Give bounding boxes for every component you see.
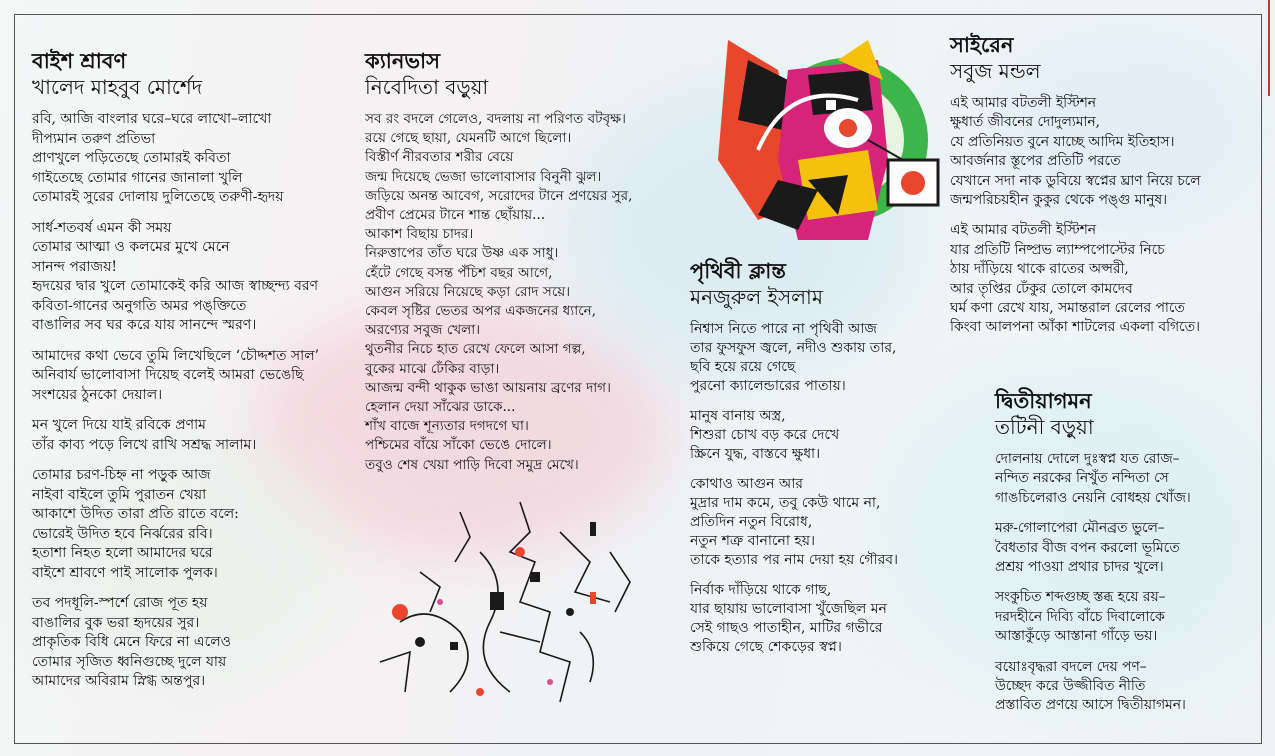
- poem-stanza: [995, 658, 1255, 716]
- poem-line: রয়ে গেছে ছায়া, যেমনটি আগে ছিলো।: [365, 130, 572, 147]
- poem-line: আর তৃপ্তির ঢেঁকুর তোলে কামদেব: [950, 280, 1133, 297]
- poem-stanza: [32, 416, 362, 455]
- poem-line: জড়িয়ে অনন্ত আবেগ, সরোদের টানে প্রণয়ের সুর,: [365, 187, 633, 204]
- poem-line: নির্বাক দাঁড়িয়ে থাকে গাছ,: [690, 582, 832, 598]
- edge-rule: [1268, 0, 1270, 96]
- poem-title: ক্যানভাস: [365, 49, 441, 73]
- poem-line: তবুও শেষ খেয়া পাড়ি দিবো সমুদ্র মেখে।: [365, 456, 579, 473]
- poem-line: পশ্চিমের বাঁয়ে সাঁকো ভেঙে দোলে।: [365, 437, 552, 454]
- poem-body: [32, 110, 362, 692]
- poem-stanza: [950, 94, 1260, 210]
- poem-line: বৈধতার বীজ বপন করলো ভূমিতে: [995, 539, 1180, 556]
- poem-line: আমাদের কথা ভেবে তুমি লিখেছিলে ‘চৌদ্দশত সাল’: [32, 347, 320, 364]
- poem-line: কবিতা-গানের অনুগতি অমর পঙ্‌ক্তিতে: [32, 297, 247, 314]
- poem-line: নাইবা বাইলে তুমি পুরাতন খেয়া: [32, 486, 207, 503]
- poem-stanza: [690, 320, 960, 396]
- poem-line: বাইশে শ্রাবণে পাই সালোক পুলক।: [32, 564, 218, 581]
- poem-line: ঠায় দাঁড়িয়ে থাকে রাতের অপ্সরী,: [950, 261, 1129, 278]
- poem-line: বাঙালির বুক ভরা হৃদয়ের সুর।: [32, 614, 200, 631]
- poem-line: সেই গাছও পাতাহীন, মাটির গভীরে: [690, 620, 883, 636]
- poem-line: প্রবীণ প্রেমের টানে শান্ত ছোঁয়ায়...: [365, 207, 546, 224]
- poem-line: ঘর্ম কণা রেখে যায়, সমান্তরাল রেলের পাতে: [950, 300, 1185, 317]
- poem-line: নিশ্বাস নিতে পারে না পৃথিবী আজ: [690, 321, 877, 337]
- poem-line: বয়োঃবৃদ্ধরা বদলে দেয় পণ–: [995, 658, 1147, 675]
- poem-line: রবি, আজি বাংলার ঘরে–ঘরে লাখো–লাখো: [32, 111, 272, 127]
- poem-title: বাইশ শ্রাবণ: [32, 49, 127, 73]
- poem-line: দীপ্যমান তরুণ প্রতিভা: [32, 130, 156, 147]
- poem-author: খালেদ মাহবুব মোর্শেদ: [32, 75, 203, 99]
- poem-line: আস্তাকুঁড়ে আস্তানা গাঁড়ে ভয়।: [995, 628, 1158, 645]
- poem-line: বুকের মাঝে ঢেঁকির বাড়া।: [365, 360, 500, 377]
- poem-title: পৃথিবী ক্লান্ত: [690, 259, 786, 283]
- poem-stanza: [365, 110, 685, 475]
- poem-line: বাঙালির সব ঘর করে যায় সানন্দে স্মরণ।: [32, 317, 257, 333]
- poem-line: কিংবা আলপনা আঁকা শাটলের একলা বগিতে।: [950, 319, 1200, 336]
- poem-line: দোলনায় দোলে দুঃস্বপ্ন যত রোজ–: [995, 451, 1180, 467]
- poem-prithibi-klanto: [690, 258, 960, 668]
- poem-line: এই আমার বটতলী ইস্টিশন: [950, 95, 1096, 111]
- poem-line: প্রশ্রয় পাওয়া প্রথার চাদর খুলে।: [995, 559, 1164, 576]
- poem-line: উচ্ছেদ করে উজ্জীবিত নীতি: [995, 678, 1146, 695]
- poem-line: যে প্রতিনিয়ত বুনে যাচ্ছে আদিম ইতিহাস।: [950, 133, 1175, 150]
- poem-line: স্ক্রিনে যুদ্ধ, বাস্তবে ক্ষুধা।: [690, 446, 821, 462]
- poem-line: গাইতেছে তোমার গানের জানালা খুলি: [32, 169, 243, 186]
- poem-line: মুদ্রার দাম কমে, তবু কেউ থামে না,: [690, 495, 881, 511]
- poem-line: আবর্জনার স্তূপের প্রতিটি পরতে: [950, 153, 1121, 170]
- poem-line: তোমার সৃজিত ধ্বনিগুচ্ছে দুলে যায়: [32, 653, 227, 670]
- poem-line: প্রাণখুলে পড়িতেছে তোমারই কবিতা: [32, 150, 231, 166]
- poem-stanza: [32, 466, 362, 583]
- poem-line: প্রাকৃতিক বিধি মেনে ফিরে না এলেও: [32, 634, 231, 650]
- poem-line: তার ফুসফুস জ্বলে, নদীও শুকায় তার,: [690, 340, 897, 356]
- poem-line: মন খুলে দিয়ে যাই রবিকে প্রণাম: [32, 417, 206, 433]
- poem-line: মানুষ বানায় অস্ত্র,: [690, 408, 786, 424]
- poem-line: সংশয়ের ঠুনকো দেয়াল।: [32, 386, 163, 403]
- poem-line: কেবল সৃষ্টির ভেতর অপর একজনের ধ্যানে,: [365, 303, 597, 320]
- poem-body: [995, 450, 1255, 716]
- poem-stanza: [32, 347, 362, 406]
- poem-line: আকাশে উদিত তারা প্রতি রাতে বলে:: [32, 506, 239, 522]
- poem-line: ছবি হয়ে রয়ে গেছে: [690, 359, 796, 375]
- poem-line: তোমারই সুরের দোলায় দুলিতেছে তরুণী-হৃদয়: [32, 189, 284, 205]
- poem-line: হেঁটে গেছে বসন্ত পঁচিশ বছর আগে,: [365, 264, 553, 281]
- poem-author: তটিনী বড়ুয়া: [995, 415, 1094, 439]
- poem-line: তাকে হত্যার পর নাম দেয়া হয় গৌরব।: [690, 552, 899, 568]
- poem-line: পুরনো ক্যালেন্ডারের পাতায়।: [690, 378, 846, 394]
- poem-author: নিবেদিতা বড়ুয়া: [365, 75, 489, 99]
- poem-line: সানন্দ পরাজয়!: [32, 258, 118, 275]
- poem-line: শিশুরা চোখ বড় করে দেখে: [690, 427, 840, 443]
- poem-line: দরদহীনে দিব্যি বাঁচে দিবালোকে: [995, 608, 1165, 625]
- poem-stanza: [995, 588, 1255, 646]
- poem-line: নিরুত্তাপের তাঁত ঘরে উষ্ণ এক সাধু।: [365, 245, 559, 262]
- poem-stanza: [995, 519, 1255, 577]
- poem-line: তাঁর কাব্য পড়ে লিখে রাখি সশ্রদ্ধ সালাম।: [32, 436, 257, 453]
- poem-line: সার্ধ-শতবর্ষ এমন কী সময়: [32, 219, 172, 236]
- poem-stanza: [690, 407, 960, 464]
- ink-sketch-illustration: [360, 492, 650, 714]
- poem-stanza: [32, 594, 362, 692]
- poem-line: শাঁখ বাজে শূন্যতার দগদগে ঘা।: [365, 418, 529, 435]
- poem-line: প্রস্তাবিত প্রণয়ে আসে দ্বিতীয়াগমন।: [995, 697, 1186, 714]
- poem-line: প্রতিদিন নতুন বিরোধ,: [690, 514, 813, 530]
- poem-stanza: [32, 110, 362, 208]
- poem-line: কোথাও আগুন আর: [690, 476, 803, 492]
- poem-line: সংকুচিত শব্দগুচ্ছ স্তব্ধ হয়ে রয়–: [995, 589, 1166, 606]
- poem-line: বিস্তীর্ণ নীরবতার শরীর বেয়ে: [365, 149, 514, 166]
- poem-canvas: [365, 48, 685, 486]
- poem-author: মনজুরুল ইসলাম: [690, 285, 823, 309]
- poem-title: দ্বিতীয়াগমন: [995, 389, 1092, 413]
- poem-line: ক্ষুধার্ত জীবনের দোদুল্যমান,: [950, 114, 1101, 131]
- poem-body: [690, 320, 960, 657]
- poem-stanza: [950, 221, 1260, 337]
- poem-line: সব রং বদলে গেলেও, বদলায় না পরিণত বটবৃক্ষ।: [365, 111, 627, 127]
- poem-line: এই আমার বটতলী ইস্টিশন: [950, 222, 1096, 239]
- poem-line: তোমার চরণ-চিহ্ন না পড়ুক আজ: [32, 467, 211, 483]
- poem-siren: [950, 32, 1260, 349]
- poem-line: নতুন শত্রু বানানো হয়।: [690, 533, 815, 549]
- poem-line: আকাশ বিছায় চাদর।: [365, 226, 474, 243]
- poem-line: হেলান দেয়া সাঁঝের ডাকে...: [365, 399, 516, 416]
- abstract-face-illustration: [718, 40, 948, 255]
- poem-title: সাইরেন: [950, 33, 1014, 57]
- poem-line: গাঙচিলেরাও নেয়নি বোধহয় খোঁজ।: [995, 489, 1191, 506]
- poem-line: হতাশা নিহত হলো আমাদের ঘরে: [32, 545, 213, 561]
- poem-line: অনিবার্য ভালোবাসা দিয়েছ বলেই আমরা ভেঙেছি: [32, 367, 304, 383]
- poem-line: হৃদয়ের দ্বার খুলে তোমাকেই করি আজ স্বাচ্ছন্দ্য বরণ: [32, 278, 319, 294]
- poem-line: আজন্ম বন্দী থাকুক ভাঙা আয়নায় ব্রণের দাগ।: [365, 379, 611, 396]
- poem-line: যার ছায়ায় ভালোবাসা খুঁজেছিল মন: [690, 601, 887, 617]
- poem-dwitiyagamon: [995, 388, 1255, 727]
- poem-line: তব পদধূলি-স্পর্শে রোজ পূত হয়: [32, 595, 208, 611]
- poem-line: জন্মপরিচয়হীন কুকুর থেকে পঙ্গু মানুষ।: [950, 192, 1168, 209]
- poem-line: ভোরেই উদিত হবে নির্ঝরের রবি।: [32, 525, 213, 542]
- poem-body: [950, 94, 1260, 338]
- poem-line: যেখানে সদা নাক ডুবিয়ে স্বপ্নের ঘ্রাণ নিয়ে চলে: [950, 172, 1201, 189]
- poem-author: সবুজ মন্ডল: [950, 59, 1041, 83]
- poem-line: মরু-গোলাপেরা মৌনব্রত ভুলে–: [995, 520, 1165, 537]
- poem-line: আমাদের অবিরাম স্নিগ্ধ অন্তপুর।: [32, 673, 206, 689]
- poem-stanza: [690, 581, 960, 657]
- poem-stanza: [32, 219, 362, 336]
- poem-line: যার প্রতিটি নিষ্প্রভ ল্যাম্পপোস্টের নিচে: [950, 241, 1165, 258]
- poem-line: নন্দিত নরকের নিখুঁত নন্দিতা সে: [995, 470, 1169, 487]
- poem-line: তোমার আত্মা ও কলমের মুখে মেনে: [32, 239, 230, 255]
- poem-body: [365, 110, 685, 475]
- poem-line: জন্ম দিয়েছে ভেজা ভালোবাসার বিনুনী ঝুল।: [365, 168, 602, 185]
- poem-line: আগুন সরিয়ে নিয়েছে কড়া রোদ সয়ে।: [365, 283, 571, 300]
- poem-line: অরণ্যের সবুজ খেলা।: [365, 322, 481, 339]
- poem-baish-srabon: [32, 48, 362, 703]
- poem-line: থুতনীর নিচে হাত রেখে ফেলে আসা গল্প,: [365, 341, 586, 358]
- poem-stanza: [690, 475, 960, 570]
- poem-stanza: [995, 450, 1255, 508]
- poem-line: শুকিয়ে গেছে শেকড়ের স্বপ্ন।: [690, 639, 842, 655]
